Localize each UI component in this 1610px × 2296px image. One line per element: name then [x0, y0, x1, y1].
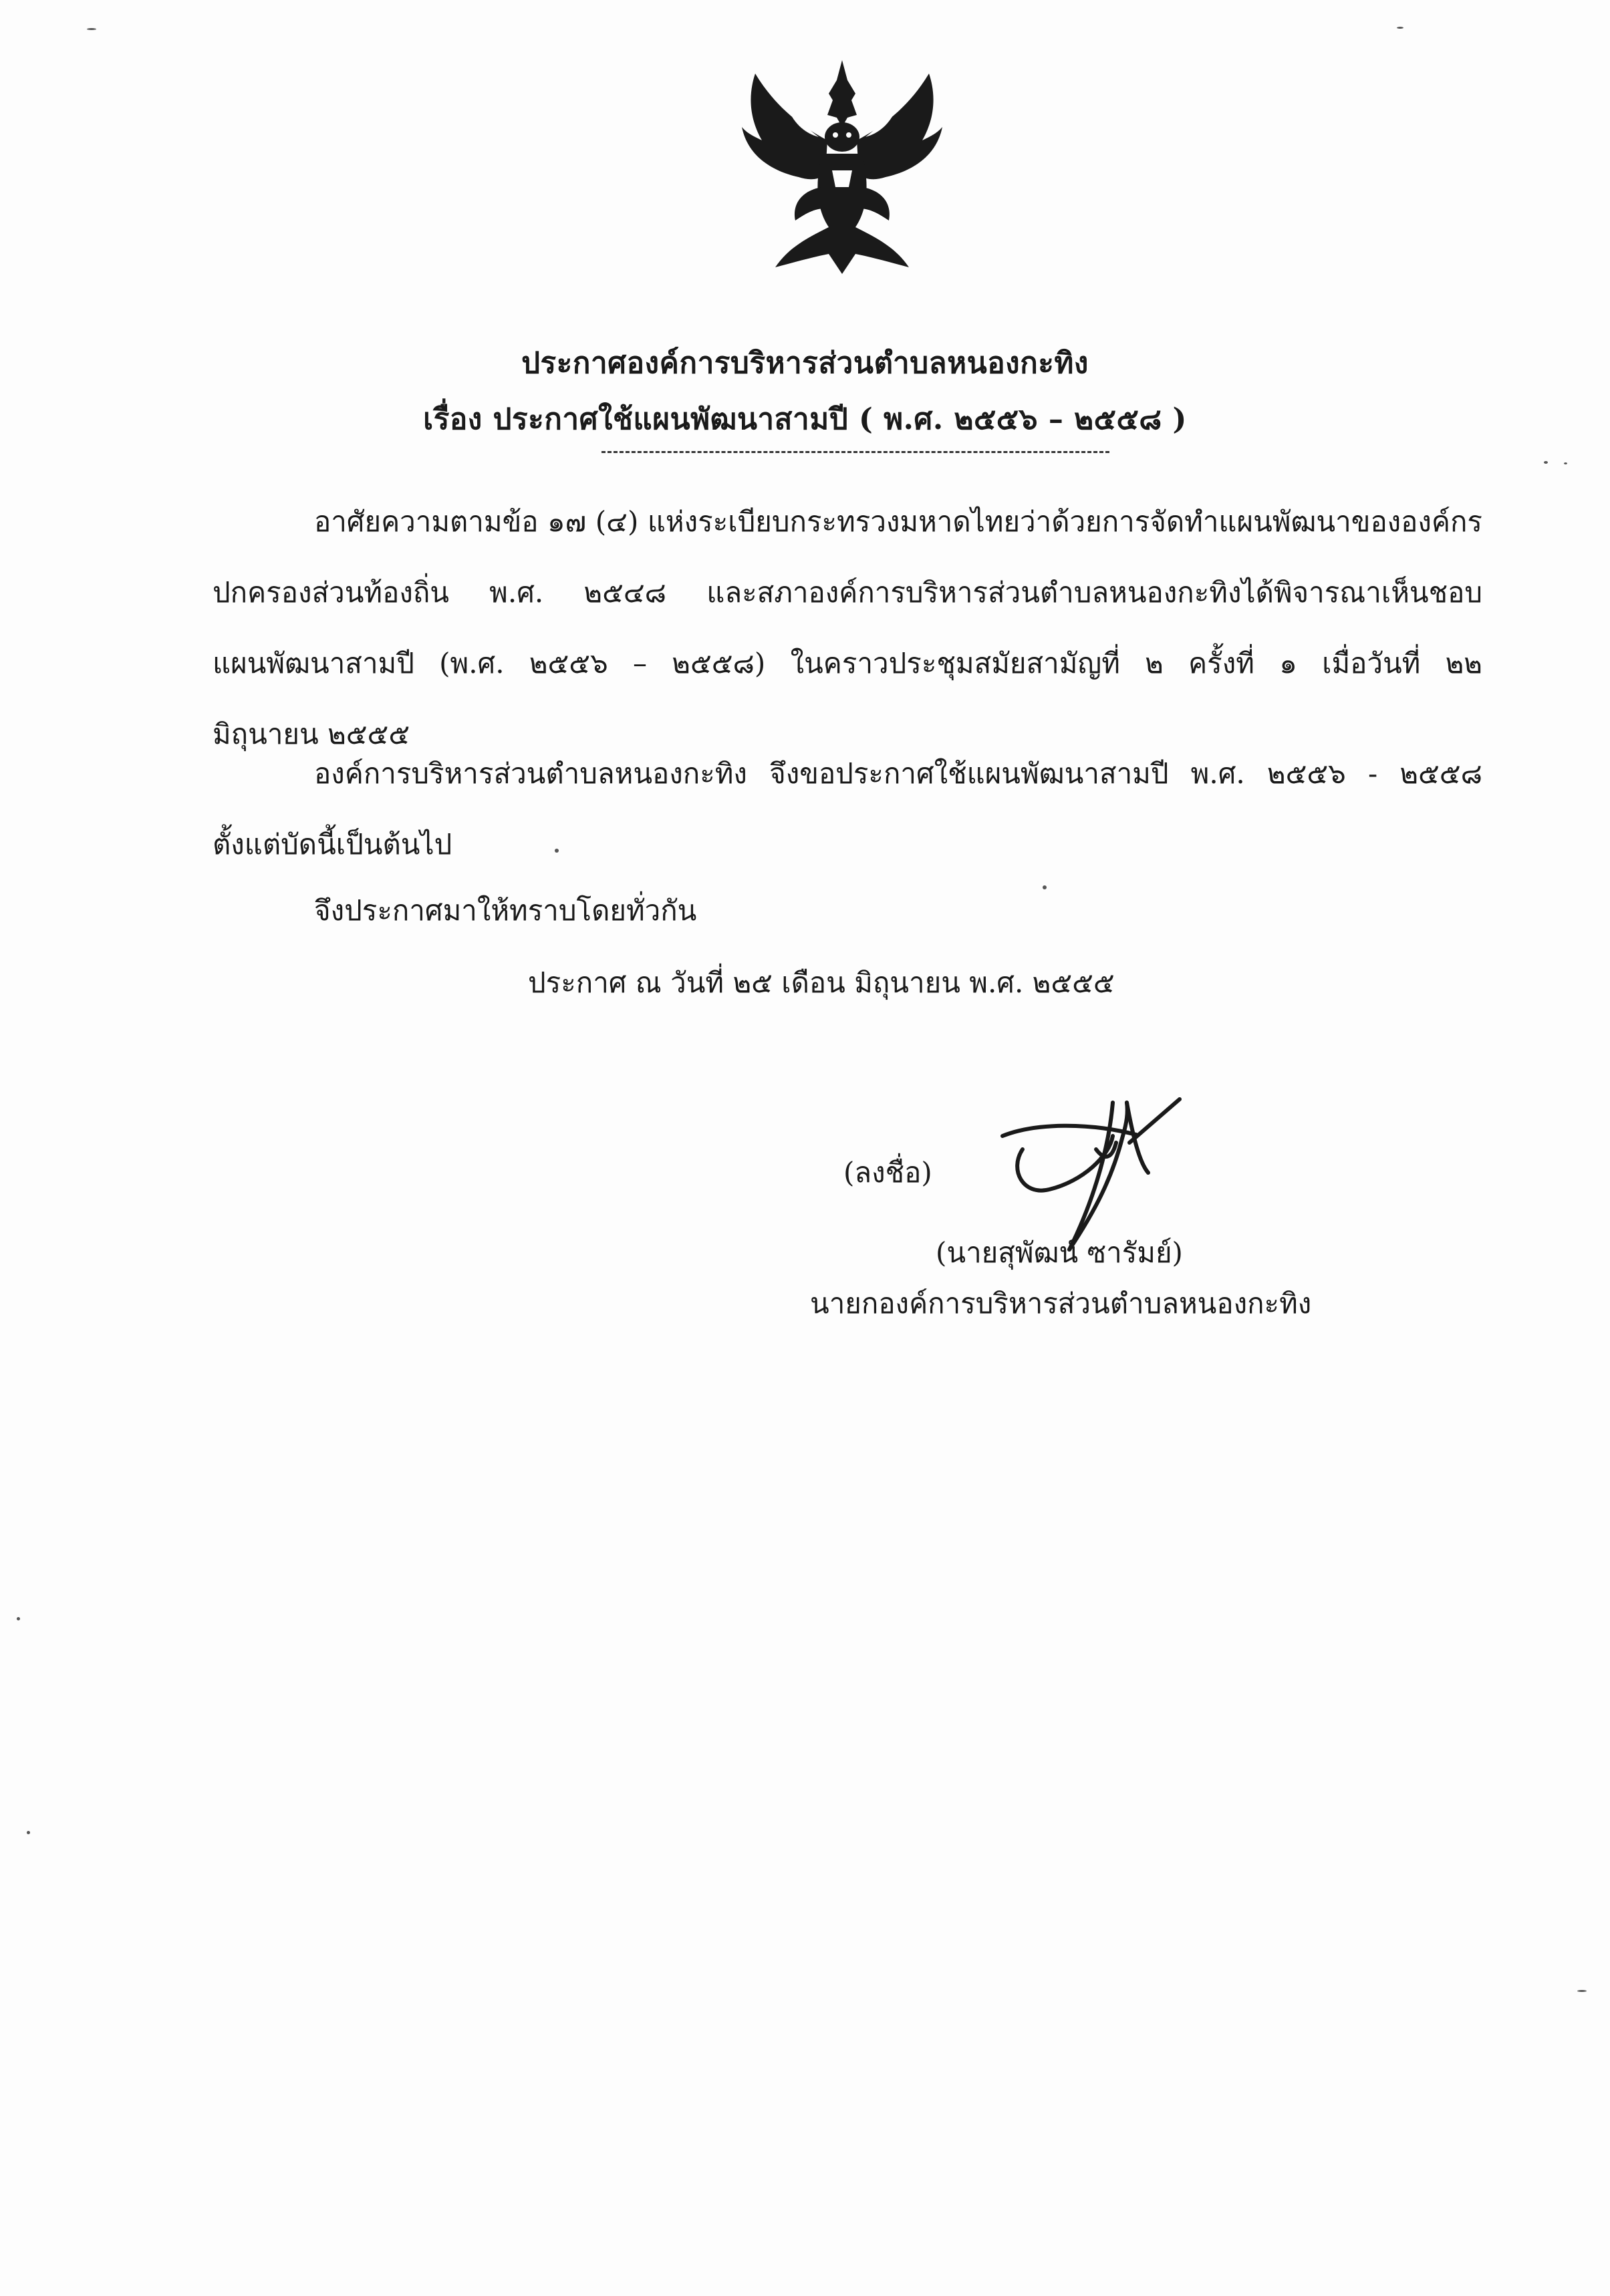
garuda-emblem-icon [728, 53, 956, 287]
paragraph-1-line-1: อาศัยความตามข้อ ๑๗ (๔) แห่งระเบียบกระทรวงมหาดไทยว่าด้วยการจัดทำแผนพัฒนาขององค์กร [314, 505, 1482, 538]
signer-name: (นายสุพัฒน์ ซารัมย์) [936, 1236, 1183, 1269]
paragraph-1-line-4: มิถุนายน ๒๕๕๕ [213, 718, 410, 750]
announcement-date: ประกาศ ณ วันที่ ๒๕ เดือน มิถุนายน พ.ศ. ๒๕๕๕ [528, 966, 1115, 999]
paragraph-1-line-2: ปกครองส่วนท้องถิ่น พ.ศ. ๒๕๔๘ และสภาองค์การบริหารส่วนตำบลหนองกะทิงได้พิจารณาเห็นชอบ [213, 576, 1482, 609]
signature-label: (ลงชื่อ) [843, 1156, 932, 1189]
scan-speck [1577, 1990, 1587, 1992]
scan-speck [1564, 462, 1567, 464]
paragraph-3-line-1: จึงประกาศมาให้ทราบโดยทั่วกัน [314, 894, 697, 927]
paragraph-3 [213, 875, 1482, 946]
scan-speck [27, 1831, 30, 1834]
signer-position: นายกองค์การบริหารส่วนตำบลหนองกะทิง [810, 1287, 1312, 1320]
paragraph-1 [213, 486, 1482, 770]
paragraph-2-line-1: องค์การบริหารส่วนตำบลหนองกะทิง จึงขอประกาศใช้แผนพัฒนาสามปี พ.ศ. ๒๕๕๖ - ๒๕๕๘ [314, 757, 1482, 790]
paragraph-2 [213, 738, 1482, 880]
scan-speck [1544, 461, 1548, 464]
scan-speck [87, 28, 96, 30]
scan-speck [1397, 27, 1403, 29]
announcement-title: ประกาศองค์การบริหารส่วนตำบลหนองกะทิง [521, 346, 1089, 380]
announcement-subject: เรื่อง ประกาศใช้แผนพัฒนาสามปี ( พ.ศ. ๒๕๕๖ – ๒๕๕๘ ) [423, 402, 1187, 436]
paragraph-1-line-3: แผนพัฒนาสามปี (พ.ศ. ๒๕๕๖ – ๒๕๕๘) ในคราวประชุมสมัยสามัญที่ ๒ ครั้งที่ ๑ เมื่อวันที่ ๒๒ [213, 647, 1482, 680]
paragraph-2-line-2: ตั้งแต่บัดนี้เป็นต้นไป [213, 828, 452, 861]
scan-speck [555, 849, 559, 853]
scan-speck [17, 1617, 20, 1620]
dashed-divider [601, 451, 1109, 453]
scan-speck [1043, 885, 1047, 889]
